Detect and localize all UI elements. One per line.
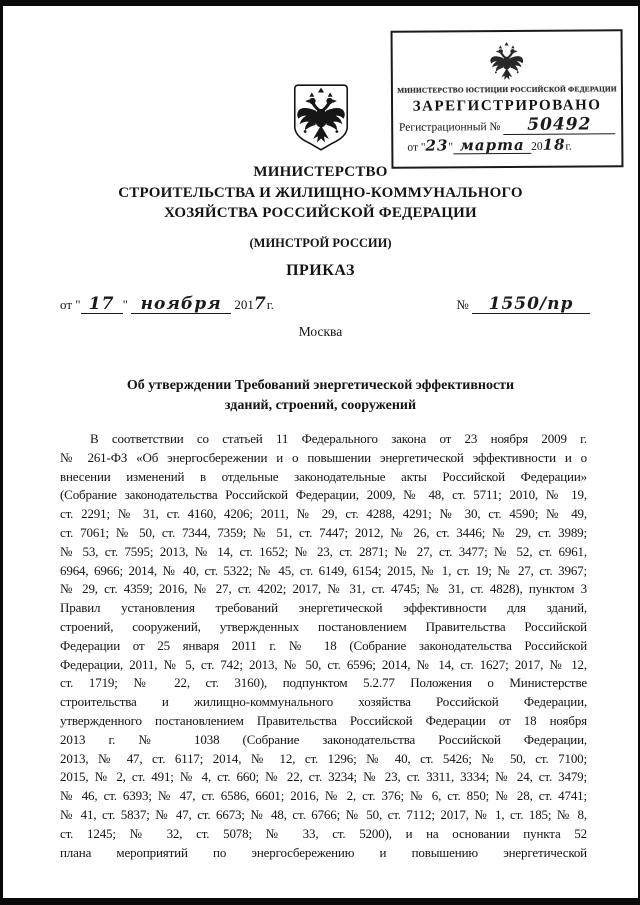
order-title-line1: Об утверждении Требований энергетической эффективности xyxy=(126,378,515,393)
body-text-line: № 46, ст. 6393; № 47, ст. 6586, 6601; 2016, № 2, ст. 376; № 6, ст. 850; № 28, ст. 4741; xyxy=(60,788,587,804)
body-text-line: 6964, 6966; 2014, № 40, ст. 5322; № 45, ст. 6149, 6154; 2015, № 1, ст. 19; № 27, ст. 3967; xyxy=(60,562,587,578)
stamp-date-day: 23 xyxy=(425,136,449,155)
stamp-date-quote: " xyxy=(448,141,454,154)
stamp-date-year-printed: 20 xyxy=(531,140,543,153)
body-text-line: 2013, № 47, ст. 6117; 2014, № 12, ст. 1296; № 40, ст. 5426; № 50, ст. 7100; xyxy=(60,750,587,766)
body-text-line: внесении изменений в отдельные законодательные акты Российской Федерации» xyxy=(60,468,587,484)
body-text-line: № 29, ст. 4359; 2016, № 27, ст. 4202; 2017, № 31, ст. 4745; № 31, ст. 4828), пунктом 3 xyxy=(60,581,587,597)
stamp-agency-name: МИНИСТЕРСТВО ЮСТИЦИИ РОССИЙСКОЙ ФЕДЕРАЦИИ xyxy=(397,84,617,95)
stamp-reg-number-label: Регистрационный № xyxy=(398,121,501,134)
body-text-line: № 53, ст. 7595; 2013, № 14, ст. 1652; № 23, ст. 2871; № 27, ст. 3477; № 52, ст. 6961, xyxy=(60,543,587,559)
date-day-handwritten: 17 xyxy=(81,296,123,314)
body-text-line: ст. 1719; № 22, ст. 3160), подпунктом 5.2.77 Положения о Министерстве xyxy=(60,675,587,691)
stamp-date-suffix: г. xyxy=(565,140,572,153)
body-text-line: № 261-ФЗ «Об энергосбережении и о повышении энергетической эффективности и о xyxy=(60,449,587,465)
order-title-line2: зданий, строений, сооружений xyxy=(224,398,417,413)
body-text-line: строений, сооружений, утвержденных постановлением Правительства Российской xyxy=(60,618,587,634)
order-date xyxy=(60,294,274,314)
stamp-date-line xyxy=(407,136,572,155)
order-title xyxy=(63,376,578,416)
stamp-reg-number-value: 50492 xyxy=(503,116,615,135)
stamp-date-month: марта xyxy=(453,138,531,155)
body-text-line: Правил установления требований энергетической эффективности для зданий, xyxy=(60,600,587,616)
city-label: Москва xyxy=(298,324,343,339)
date-suffix: г. xyxy=(266,297,274,312)
body-text-line: (Собрание законодательства Российской Федерации, 2009, № 48, ст. 5711; 2010, № 19, xyxy=(60,487,587,503)
ministry-name-line3: ХОЗЯЙСТВА РОССИЙСКОЙ ФЕДЕРАЦИИ xyxy=(164,205,477,221)
ministry-name-line1: МИНИСТЕРСТВО xyxy=(253,164,388,180)
body-text-line: 2013 г. № 1038 (Собрание законодательства Российской Федерации, xyxy=(60,731,587,747)
number-value-handwritten: 1550/пр xyxy=(472,296,590,314)
body-text-line: ст. 2291; № 31, ст. 4160, 4206; 2011, № 29, ст. 4288, 4291; № 30, ст. 4590; № 49, xyxy=(60,506,587,522)
body-text-line: В соответствии со статьей 11 Федерального закона от 23 ноября 2009 г. xyxy=(90,431,587,446)
stamp-registration-number-line xyxy=(399,116,615,136)
body-text-line: утвержденного постановлением Правительства Российской Федерации от 18 ноября xyxy=(60,712,587,728)
body-text-line: Федерации от 25 января 2011 г. № 18 (Собрание законодательства Российской xyxy=(60,637,587,653)
order-body-text xyxy=(60,430,587,862)
body-text-line: Федерации, 2011, № 5, ст. 742; 2013, № 50, ст. 6596; 2014, № 14, ст. 1627; 2017, № 12, xyxy=(60,656,587,672)
ministry-name-block xyxy=(3,162,638,224)
body-text-line: строительства и жилищно-коммунального хозяйства Российской Федерации, xyxy=(60,694,587,710)
date-year-handwritten: 7 xyxy=(253,294,267,314)
body-text-line: ст. 7061; № 50, ст. 7344, 7359; № 51, ст. 7447; 2012, № 26, ст. 3446; № 29, ст. 3989; xyxy=(60,524,587,540)
number-label: № xyxy=(456,297,469,312)
date-year-printed: 201 xyxy=(234,297,254,312)
date-number-row xyxy=(60,290,590,318)
date-month-handwritten: ноября xyxy=(131,296,231,314)
ministry-short-name: (МИНСТРОЙ РОССИИ) xyxy=(249,236,392,250)
date-prefix: от " xyxy=(60,297,81,312)
body-text-line: ст. 1245; № 32, ст. 5078; № 33, ст. 5200), и на основании пункта 52 xyxy=(60,825,587,841)
stamp-date-year-handwritten: 18 xyxy=(542,135,566,154)
body-text-line: № 41, ст. 5837; № 47, ст. 6673; № 48, ст. 6766; № 50, ст. 7112; 2017, № 1, ст. 185; № 8, xyxy=(60,806,587,822)
double-headed-eagle-shield-icon xyxy=(290,83,351,152)
body-text-line: плана мероприятий по энергосбережению и повышению энергетической xyxy=(60,844,587,860)
document-type-label: ПРИКАЗ xyxy=(286,262,355,279)
stamp-date-prefix: от " xyxy=(407,141,426,154)
ministry-name-line2: СТРОИТЕЛЬСТВА И ЖИЛИЩНО-КОММУНАЛЬНОГО xyxy=(118,184,523,201)
justice-registration-stamp xyxy=(391,29,624,169)
body-text-line: 2015, № 2, ст. 491; № 4, ст. 660; № 22, ст. 3234; № 23, ст. 3311, 3334; № 24, ст. 3479; xyxy=(60,769,587,785)
order-number xyxy=(456,296,590,314)
stamp-double-headed-eagle-icon xyxy=(489,40,525,82)
coat-of-arms-emblem xyxy=(290,83,351,157)
stamp-registered-label: ЗАРЕГИСТРИРОВАНО xyxy=(412,97,602,115)
date-quote: " xyxy=(122,297,128,312)
